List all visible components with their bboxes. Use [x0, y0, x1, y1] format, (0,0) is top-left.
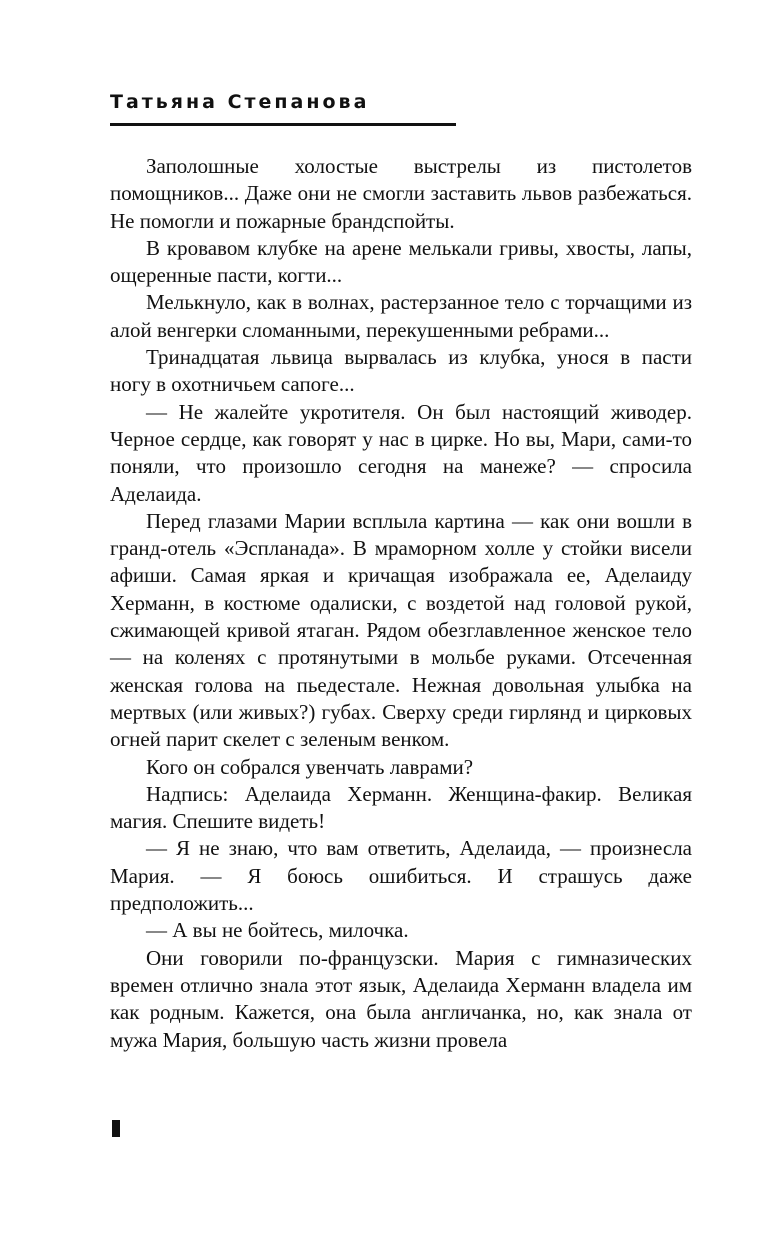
paragraph: Они говорили по-французски. Мария с гимназических времен отлично знала этот язык, Аделаида Херманн владела им как родным. Кажется, она была англичанка, но, как знала от мужа Мария, большую часть жизни провела	[110, 945, 692, 1052]
paragraph: — Не жалейте укротителя. Он был настоящий живодер. Черное сердце, как говорят у нас в цирке. Но вы, Мари, сами-то поняли, что произошло сегодня на манеже? — спросила Аделаида.	[110, 399, 692, 506]
paragraph: Кого он собрался увенчать лаврами?	[146, 754, 474, 779]
paragraph: В кровавом клубке на арене мелькали гривы, хвосты, лапы, ощеренные пасти, когти...	[110, 235, 692, 288]
paragraph: Перед глазами Марии всплыла картина — как они вошли в гранд-отель «Эспланада». В мраморном холле у стойки висели афиши. Самая яркая и кричащая изображала ее, Аделаиду Херманн, в костюме одалиски, с воздетой над головой рукой, сжимающей кривой ятаган. Рядом обезглавленное женское тело — на коленях с протянутыми в мольбе руками. Отсеченная женская голова на пьедестале. Нежная довольная улыбка на мертвых (или живых?) губах. Сверху среди гирлянд и цирковых огней парит скелет с зеленым венком.	[110, 508, 692, 752]
paragraph: Заполошные холостые выстрелы из пистолетов помощников... Даже они не смогли заставить львов разбежаться. Не помогли и пожарные брандспойты.	[110, 154, 692, 233]
paragraph: — Я не знаю, что вам ответить, Аделаида, — произнесла Мария. — Я боюсь ошибиться. И страшусь даже предположить...	[110, 836, 692, 916]
paragraph: Мелькнуло, как в волнах, растерзанное тело с торчащими из алой венгерки сломанными, перекушенными ребрами...	[110, 290, 692, 342]
paragraph: — А вы не бойтесь, милочка.	[146, 918, 409, 943]
body-text	[110, 153, 692, 1054]
page-folio-mark	[112, 1120, 120, 1137]
running-head-author: Татьяна Степанова	[110, 91, 370, 113]
paragraph: Надпись: Аделаида Херманн. Женщина-факир. Великая магия. Спешите видеть!	[110, 781, 692, 834]
header-rule	[110, 123, 456, 126]
paragraph: Тринадцатая львица вырвалась из клубка, унося в пасти ногу в охотничьем сапоге...	[110, 345, 692, 397]
